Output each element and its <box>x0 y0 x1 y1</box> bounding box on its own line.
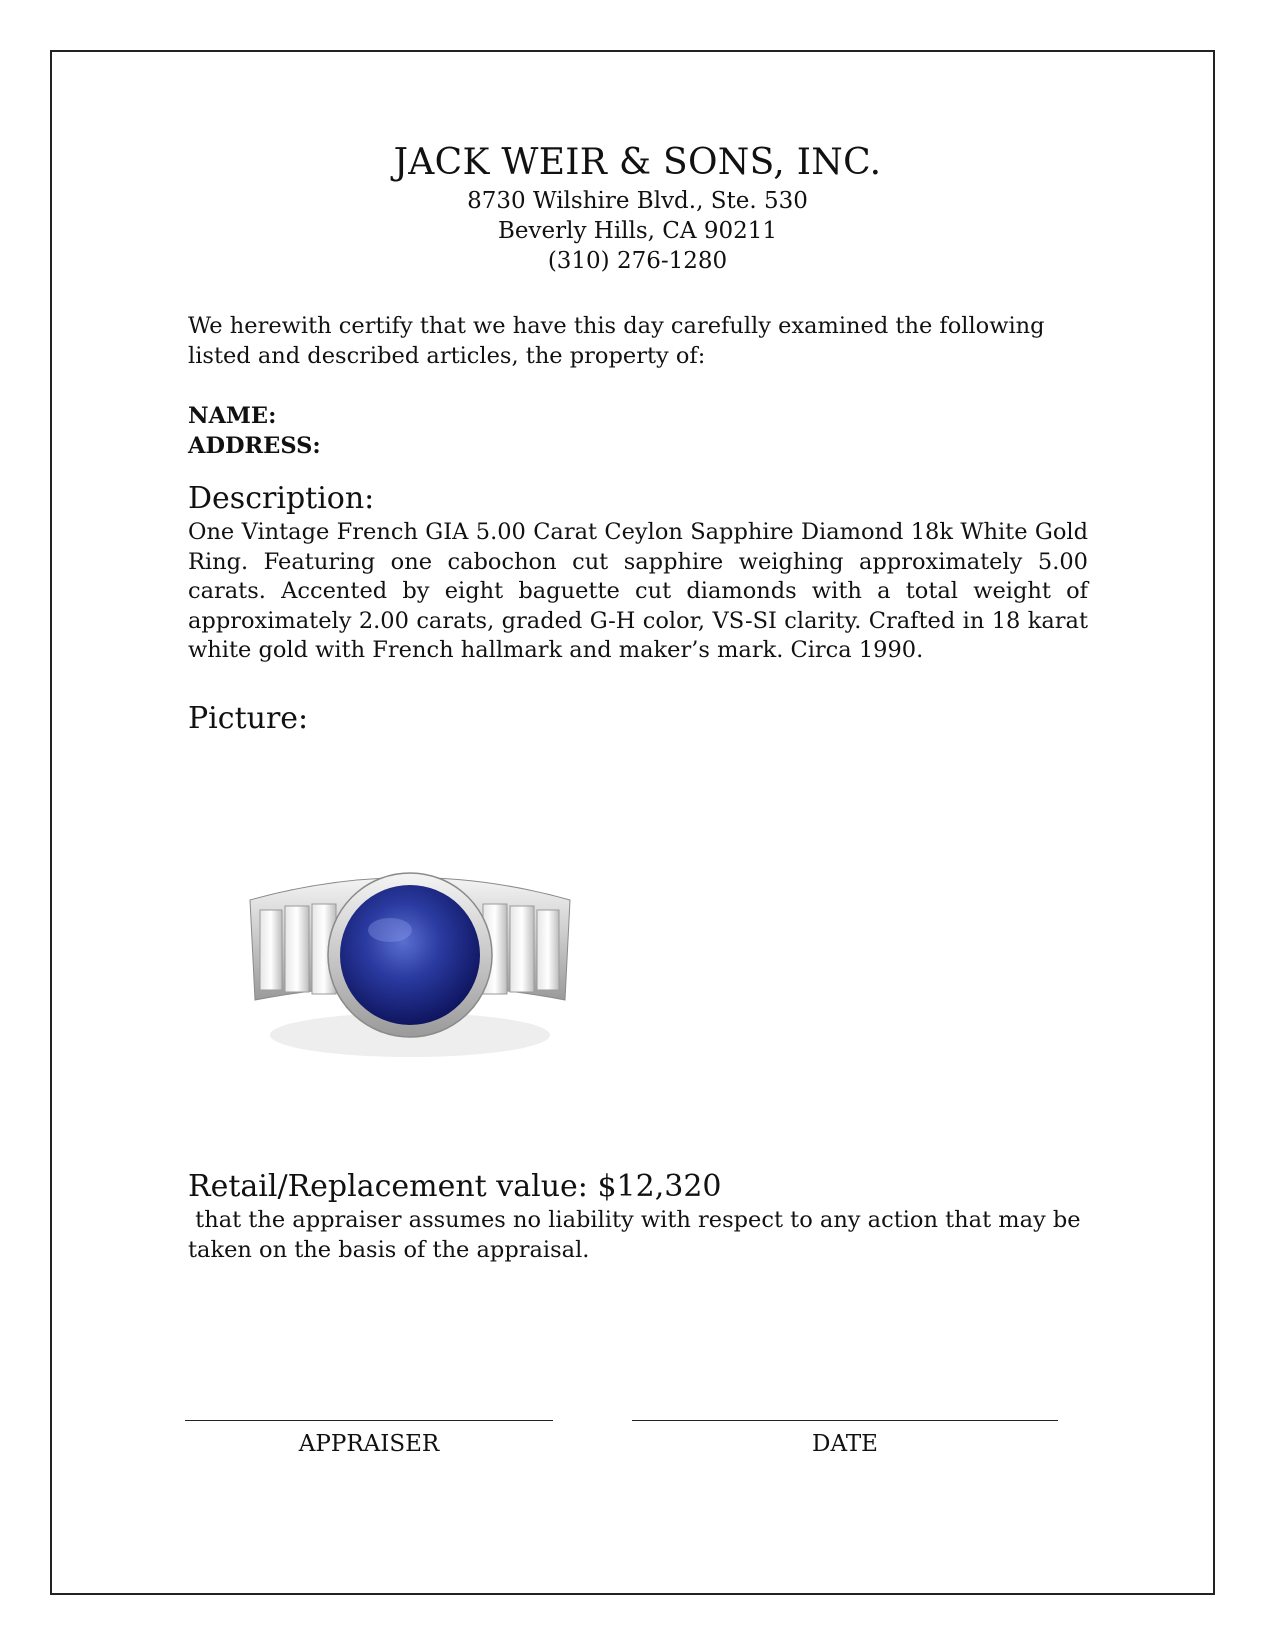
document-border <box>50 50 1215 1595</box>
letterhead <box>0 140 1275 276</box>
sapphire-ring-image <box>245 860 575 1080</box>
description-text: One Vintage French GIA 5.00 Carat Ceylon Sapphire Diamond 18k White Gold Ring. Featuring one cabochon cut sapphire weighing approximately 5.00 carats. Accented by eight baguette cut diamonds with a total weight of approximately 2.00 carats, graded G-H color, VS-SI clarity. Crafted in 18 karat white gold with French hallmark and maker’s mark. Circa 1990. <box>188 519 1088 663</box>
date-signature <box>632 1420 1058 1457</box>
description-block <box>188 480 1088 666</box>
value-line <box>188 1168 1088 1206</box>
picture-block <box>188 700 1088 738</box>
company-name: JACK WEIR & SONS, INC. <box>393 142 882 183</box>
owner-fields <box>188 402 1088 461</box>
date-label: DATE <box>812 1431 878 1457</box>
certification-intro: We herewith certify that we have this day carefully examined the following listed and described articles, the property of: <box>188 313 1045 369</box>
date-signature-line <box>632 1420 1058 1421</box>
address-label: ADDRESS: <box>188 432 321 459</box>
ring-photo <box>245 860 575 1080</box>
certification-block <box>188 312 1088 371</box>
picture-heading: Picture: <box>188 701 309 736</box>
phone-number: (310) 276-1280 <box>547 248 728 274</box>
liability-disclaimer: that the appraiser assumes no liability with respect to any action that may be taken on the basis of the appraisal. <box>188 1207 1088 1263</box>
address-line-2: Beverly Hills, CA 90211 <box>497 218 777 244</box>
address-line-1: 8730 Wilshire Blvd., Ste. 530 <box>467 188 808 214</box>
name-label: NAME: <box>188 403 277 429</box>
appraiser-signature <box>185 1420 553 1457</box>
value-label: Retail/Replacement value: <box>188 1169 588 1204</box>
appraiser-signature-line <box>185 1420 553 1421</box>
appraiser-label: APPRAISER <box>298 1431 440 1457</box>
value-amount: $12,320 <box>597 1169 722 1204</box>
description-heading: Description: <box>188 481 375 516</box>
valuation-block <box>188 1168 1088 1265</box>
